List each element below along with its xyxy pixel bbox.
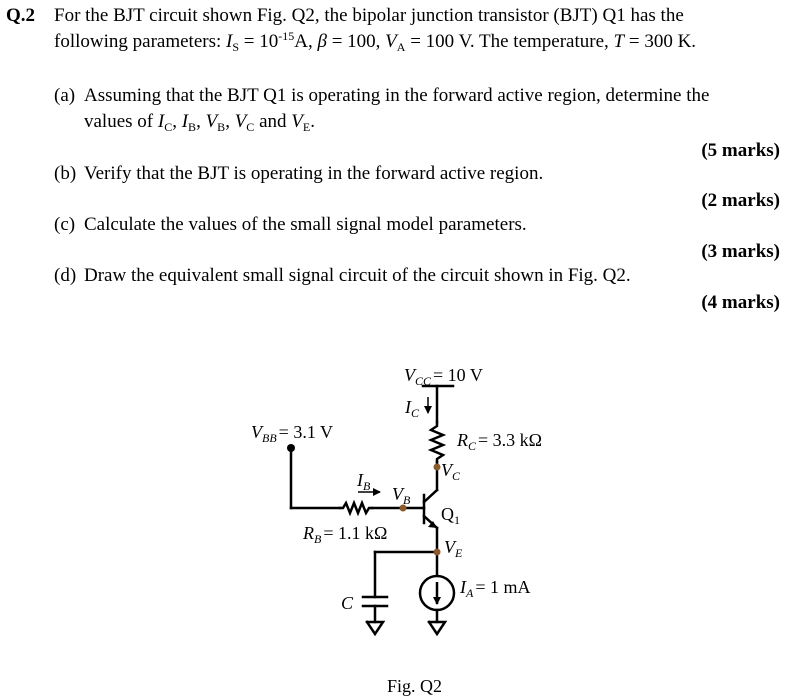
vbb-label: $V_{BB} = 3.1$ V xyxy=(251,422,333,445)
ground-symbol xyxy=(367,622,383,634)
va-value: = 100 V. The temperature, xyxy=(405,31,614,52)
rc-resistor xyxy=(431,422,443,462)
ve-symbol: V xyxy=(291,111,303,132)
part-c-marks: (3 marks) xyxy=(701,241,780,262)
vb-label: $V_B$ xyxy=(392,484,411,507)
question-number: Q.2 xyxy=(6,5,36,26)
part-a-line1: Assuming that the BJT Q1 is operating in the forward active region, determine the xyxy=(84,85,710,106)
vb-subscript: B xyxy=(217,120,226,134)
part-c-label: (c) xyxy=(54,214,76,235)
rb-resistor xyxy=(340,503,372,513)
ib-symbol: I xyxy=(181,111,189,132)
and-word: and xyxy=(254,111,292,132)
sep: , xyxy=(196,111,206,132)
vb-symbol: V xyxy=(205,111,218,132)
ic-subscript: C xyxy=(164,120,173,134)
vc-node xyxy=(434,464,441,471)
beta-symbol: β xyxy=(317,31,327,52)
part-d-label: (d) xyxy=(54,265,77,286)
bjt-collector-lead xyxy=(424,490,437,502)
t-symbol: T xyxy=(613,31,625,52)
part-b-marks: (2 marks) xyxy=(701,190,780,211)
ib-subscript: B xyxy=(188,120,197,134)
ground-symbol xyxy=(429,622,445,634)
intro-prefix: following parameters: xyxy=(54,31,227,52)
capacitor-label: C xyxy=(341,593,354,613)
part-c-text: Calculate the values of the small signal model parameters. xyxy=(84,214,527,235)
vc-label: $V_C$ xyxy=(441,460,461,483)
sep: , xyxy=(225,111,235,132)
is-symbol: I xyxy=(226,31,233,52)
q1-label: $Q_1$ xyxy=(441,504,460,527)
beta-value: = 100, xyxy=(326,31,386,52)
vc-symbol: V xyxy=(234,111,247,132)
is-subscript: S xyxy=(232,40,240,54)
ve-subscript: E xyxy=(302,120,311,134)
ia-label: $I_A = 1$ mA xyxy=(460,577,531,600)
va-symbol: V xyxy=(385,31,397,52)
vbb-terminal xyxy=(287,444,295,452)
figure-caption: Fig. Q2 xyxy=(387,676,443,696)
question-intro-line1: For the BJT circuit shown Fig. Q2, the bipolar junction transistor (BJT) Q1 has the xyxy=(54,5,684,26)
ib-label: $I_B$ xyxy=(357,470,371,493)
ic-label: $I_C$ xyxy=(405,397,420,420)
rc-label: $R_C = 3.3$ kΩ xyxy=(457,430,543,453)
vcc-label: $V_{CC} = 10$ V xyxy=(404,365,483,388)
ve-label: $V_E$ xyxy=(444,537,463,560)
period: . xyxy=(310,111,315,132)
rb-label: $R_B = 1.1$ kΩ xyxy=(303,523,388,546)
is-exponent: -15 xyxy=(278,29,295,43)
part-d-marks: (4 marks) xyxy=(701,292,780,313)
part-a-label: (a) xyxy=(54,85,76,106)
vc-subscript: C xyxy=(246,120,255,134)
ic-symbol: I xyxy=(157,111,165,132)
part-d-text: Draw the equivalent small signal circuit of the circuit shown in Fig. Q2. xyxy=(84,265,631,286)
va-subscript: A xyxy=(396,40,406,54)
part-a-marks: (5 marks) xyxy=(701,140,780,161)
part-b-label: (b) xyxy=(54,163,77,184)
ve-node xyxy=(434,549,441,556)
is-unit: A, xyxy=(294,31,318,52)
t-value: = 300 K. xyxy=(624,31,697,52)
part-b-text: Verify that the BJT is operating in the forward active region. xyxy=(84,163,544,184)
sep: , xyxy=(172,111,182,132)
is-value: = 10 xyxy=(239,31,279,52)
part-a-prefix: values of xyxy=(84,111,158,132)
